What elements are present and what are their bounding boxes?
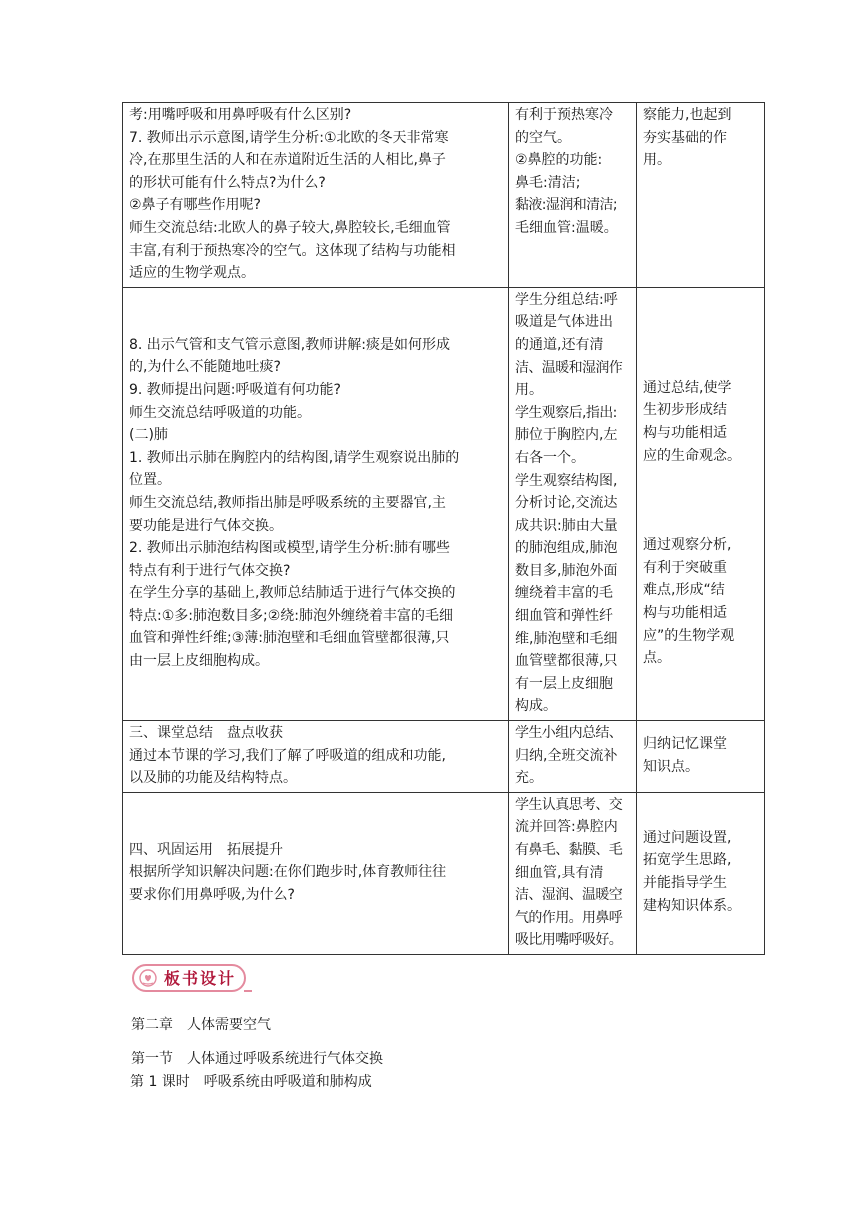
text-line: 考:用嘴呼吸和用鼻呼吸有什么区别?	[129, 107, 352, 123]
text-line: 通过观察分析,	[643, 537, 732, 554]
text-line: 用。	[643, 152, 671, 169]
text-line: 点。	[643, 650, 671, 667]
text-line: (二)肺	[129, 427, 168, 444]
text-line: 构与功能相适	[643, 424, 727, 441]
text-line: 通过本节课的学习,我们了解了呼吸道的组成和功能,	[129, 747, 446, 764]
text-line: 知识点。	[643, 758, 699, 775]
text-line: 洁、温暖和湿润作	[515, 359, 623, 376]
text-line: 师生交流总结:北欧人的鼻子较大,鼻腔较长,毛细血管	[129, 219, 451, 236]
text-line: 特点:①多:肺泡数目多;②绕:肺泡外缠绕着丰富的毛细	[129, 607, 453, 624]
text-line: 有鼻毛、黏膜、毛	[515, 842, 623, 858]
text-line: 生初步形成结	[643, 402, 727, 419]
table-row	[123, 287, 765, 720]
table-row	[123, 792, 765, 954]
text-line: ②鼻子有哪些作用呢?	[129, 197, 261, 214]
text-line: 构成。	[515, 698, 557, 715]
text-line: 学生观察结构图,	[515, 472, 618, 489]
text-line: 维,肺泡壁和毛细	[515, 630, 618, 647]
text-line: 肺位于胸腔内,左	[515, 427, 618, 444]
text-line: 在学生分享的基础上,教师总结肺适于进行气体交换的	[129, 585, 456, 602]
text-line: 学生观察后,指出:	[515, 404, 617, 421]
teacher-activity-cell	[123, 103, 509, 288]
text-line: ②鼻腔的功能:	[515, 152, 603, 169]
book-heart-icon	[139, 969, 157, 987]
text-line: 1. 教师出示肺在胸腔内的结构图,请学生观察说出肺的	[129, 449, 460, 466]
board-design-title: 板书设计	[164, 969, 237, 988]
text-line: 成共识:肺由大量	[515, 517, 618, 534]
text-line: 难点,形成“结	[643, 582, 725, 599]
text-line: 充。	[515, 770, 543, 787]
text-line: 学生小组内总结、	[515, 725, 623, 742]
lesson-plan-table	[122, 102, 765, 955]
text-line: 特点有利于进行气体交换?	[129, 562, 291, 579]
text-line: 通过总结,使学	[643, 379, 732, 396]
student-activity-cell	[509, 792, 637, 954]
text-line: 归纳,全班交流补	[515, 747, 618, 764]
text-line: 四、巩固运用 拓展提升	[129, 841, 283, 858]
text-line: 吸比用嘴呼吸好。	[515, 932, 623, 949]
board-design-badge	[132, 964, 246, 992]
teacher-activity-cell	[123, 287, 509, 720]
text-line: 冷,在那里生活的人和在赤道附近生活的人相比,鼻子	[129, 152, 446, 169]
design-intent-cell	[637, 287, 765, 720]
text-line: 细血管和弹性纤	[515, 608, 613, 625]
table-row	[123, 721, 765, 793]
text-line: 毛细血管:温暖。	[515, 219, 618, 236]
design-intent-cell	[637, 721, 765, 793]
text-line: 血管和弹性纤维;③薄:肺泡壁和毛细血管壁都很薄,只	[129, 630, 450, 647]
text-line: 气的作用。用鼻呼	[515, 909, 623, 926]
text-line: 建构知识体系。	[643, 897, 741, 914]
text-line: 的肺泡组成,肺泡	[515, 540, 618, 557]
student-activity-cell	[509, 103, 637, 288]
design-intent-cell	[637, 792, 765, 954]
text-line: 洁、湿润、温暖空	[515, 887, 623, 904]
spacer	[643, 467, 758, 534]
text-line: 要求你们用鼻呼吸,为什么?	[129, 887, 295, 903]
board-chapter: 第二章 人体需要空气	[131, 1017, 271, 1033]
text-line: 右各一个。	[515, 449, 585, 466]
teacher-activity-cell	[123, 792, 509, 954]
text-line: 的,为什么不能随地吐痰?	[129, 359, 281, 376]
text-line: 黏液:湿润和清洁;	[515, 197, 618, 214]
text-line: 血管壁都很薄,只	[515, 653, 618, 670]
table-row	[123, 103, 765, 288]
text-line: 有利于突破重	[643, 559, 727, 576]
text-line: 有一层上皮细胞	[515, 675, 613, 692]
text-line: 学生分组总结:呼	[515, 291, 618, 308]
text-line: 2. 教师出示肺泡结构图或模型,请学生分析:肺有哪些	[129, 540, 450, 557]
design-intent-cell	[637, 103, 765, 288]
teacher-activity-cell	[123, 721, 509, 793]
student-activity-cell	[509, 287, 637, 720]
text-line: 应”的生物学观	[643, 627, 735, 644]
text-line: 有利于预热寒冷	[515, 107, 613, 123]
student-activity-cell	[509, 721, 637, 793]
text-line: 的空气。	[515, 129, 571, 146]
text-line: 鼻毛:清洁;	[515, 174, 581, 191]
text-line: 流并回答:鼻腔内	[515, 819, 618, 836]
text-line: 夯实基础的作	[643, 129, 727, 146]
text-line: 并能指导学生	[643, 875, 727, 891]
text-line: 察能力,也起到	[643, 107, 732, 123]
text-line: 丰富,有利于预热寒冷的空气。这体现了结构与功能相	[129, 242, 456, 259]
text-line: 学生认真思考、交	[515, 796, 623, 813]
text-line: 拓宽学生思路,	[643, 852, 732, 869]
text-line: 的通道,还有清	[515, 336, 604, 353]
text-line: 要功能是进行气体交换。	[129, 517, 283, 534]
board-lesson: 第 1 课时 呼吸系统由呼吸道和肺构成	[130, 1074, 372, 1090]
text-line: 构与功能相适	[643, 604, 727, 621]
text-line: 9. 教师提出问题:呼吸道有何功能?	[129, 381, 341, 398]
text-line: 以及肺的功能及结构特点。	[129, 770, 297, 787]
board-section: 第一节 人体通过呼吸系统进行气体交换	[131, 1051, 383, 1067]
text-line: 7. 教师出示示意图,请学生分析:①北欧的冬天非常寒	[129, 129, 449, 146]
text-line: 分析讨论,交流达	[515, 495, 618, 512]
text-line: 位置。	[129, 472, 171, 489]
text-line: 三、课堂总结 盘点收获	[129, 725, 283, 742]
text-line: 的形状可能有什么特点?为什么?	[129, 174, 326, 191]
text-line: 由一层上皮细胞构成。	[129, 653, 269, 670]
text-line: 吸道是气体进出	[515, 314, 613, 331]
badge-underline	[244, 990, 252, 992]
text-line: 通过问题设置,	[643, 829, 732, 846]
text-line: 用。	[515, 382, 543, 399]
text-line: 适应的生物学观点。	[129, 265, 255, 282]
text-line: 师生交流总结呼吸道的功能。	[129, 404, 311, 421]
text-line: 归纳记忆课堂	[643, 736, 727, 753]
text-line: 数目多,肺泡外面	[515, 562, 618, 579]
text-line: 师生交流总结,教师指出肺是呼吸系统的主要器官,主	[129, 494, 446, 511]
text-line: 缠绕着丰富的毛	[515, 585, 613, 602]
text-line: 根据所学知识解决问题:在你们跑步时,体育教师往往	[129, 864, 447, 881]
text-line: 细血管,具有清	[515, 864, 604, 881]
text-line: 8. 出示气管和支气管示意图,教师讲解:痰是如何形成	[129, 336, 450, 353]
text-line: 应的生命观念。	[643, 447, 741, 464]
